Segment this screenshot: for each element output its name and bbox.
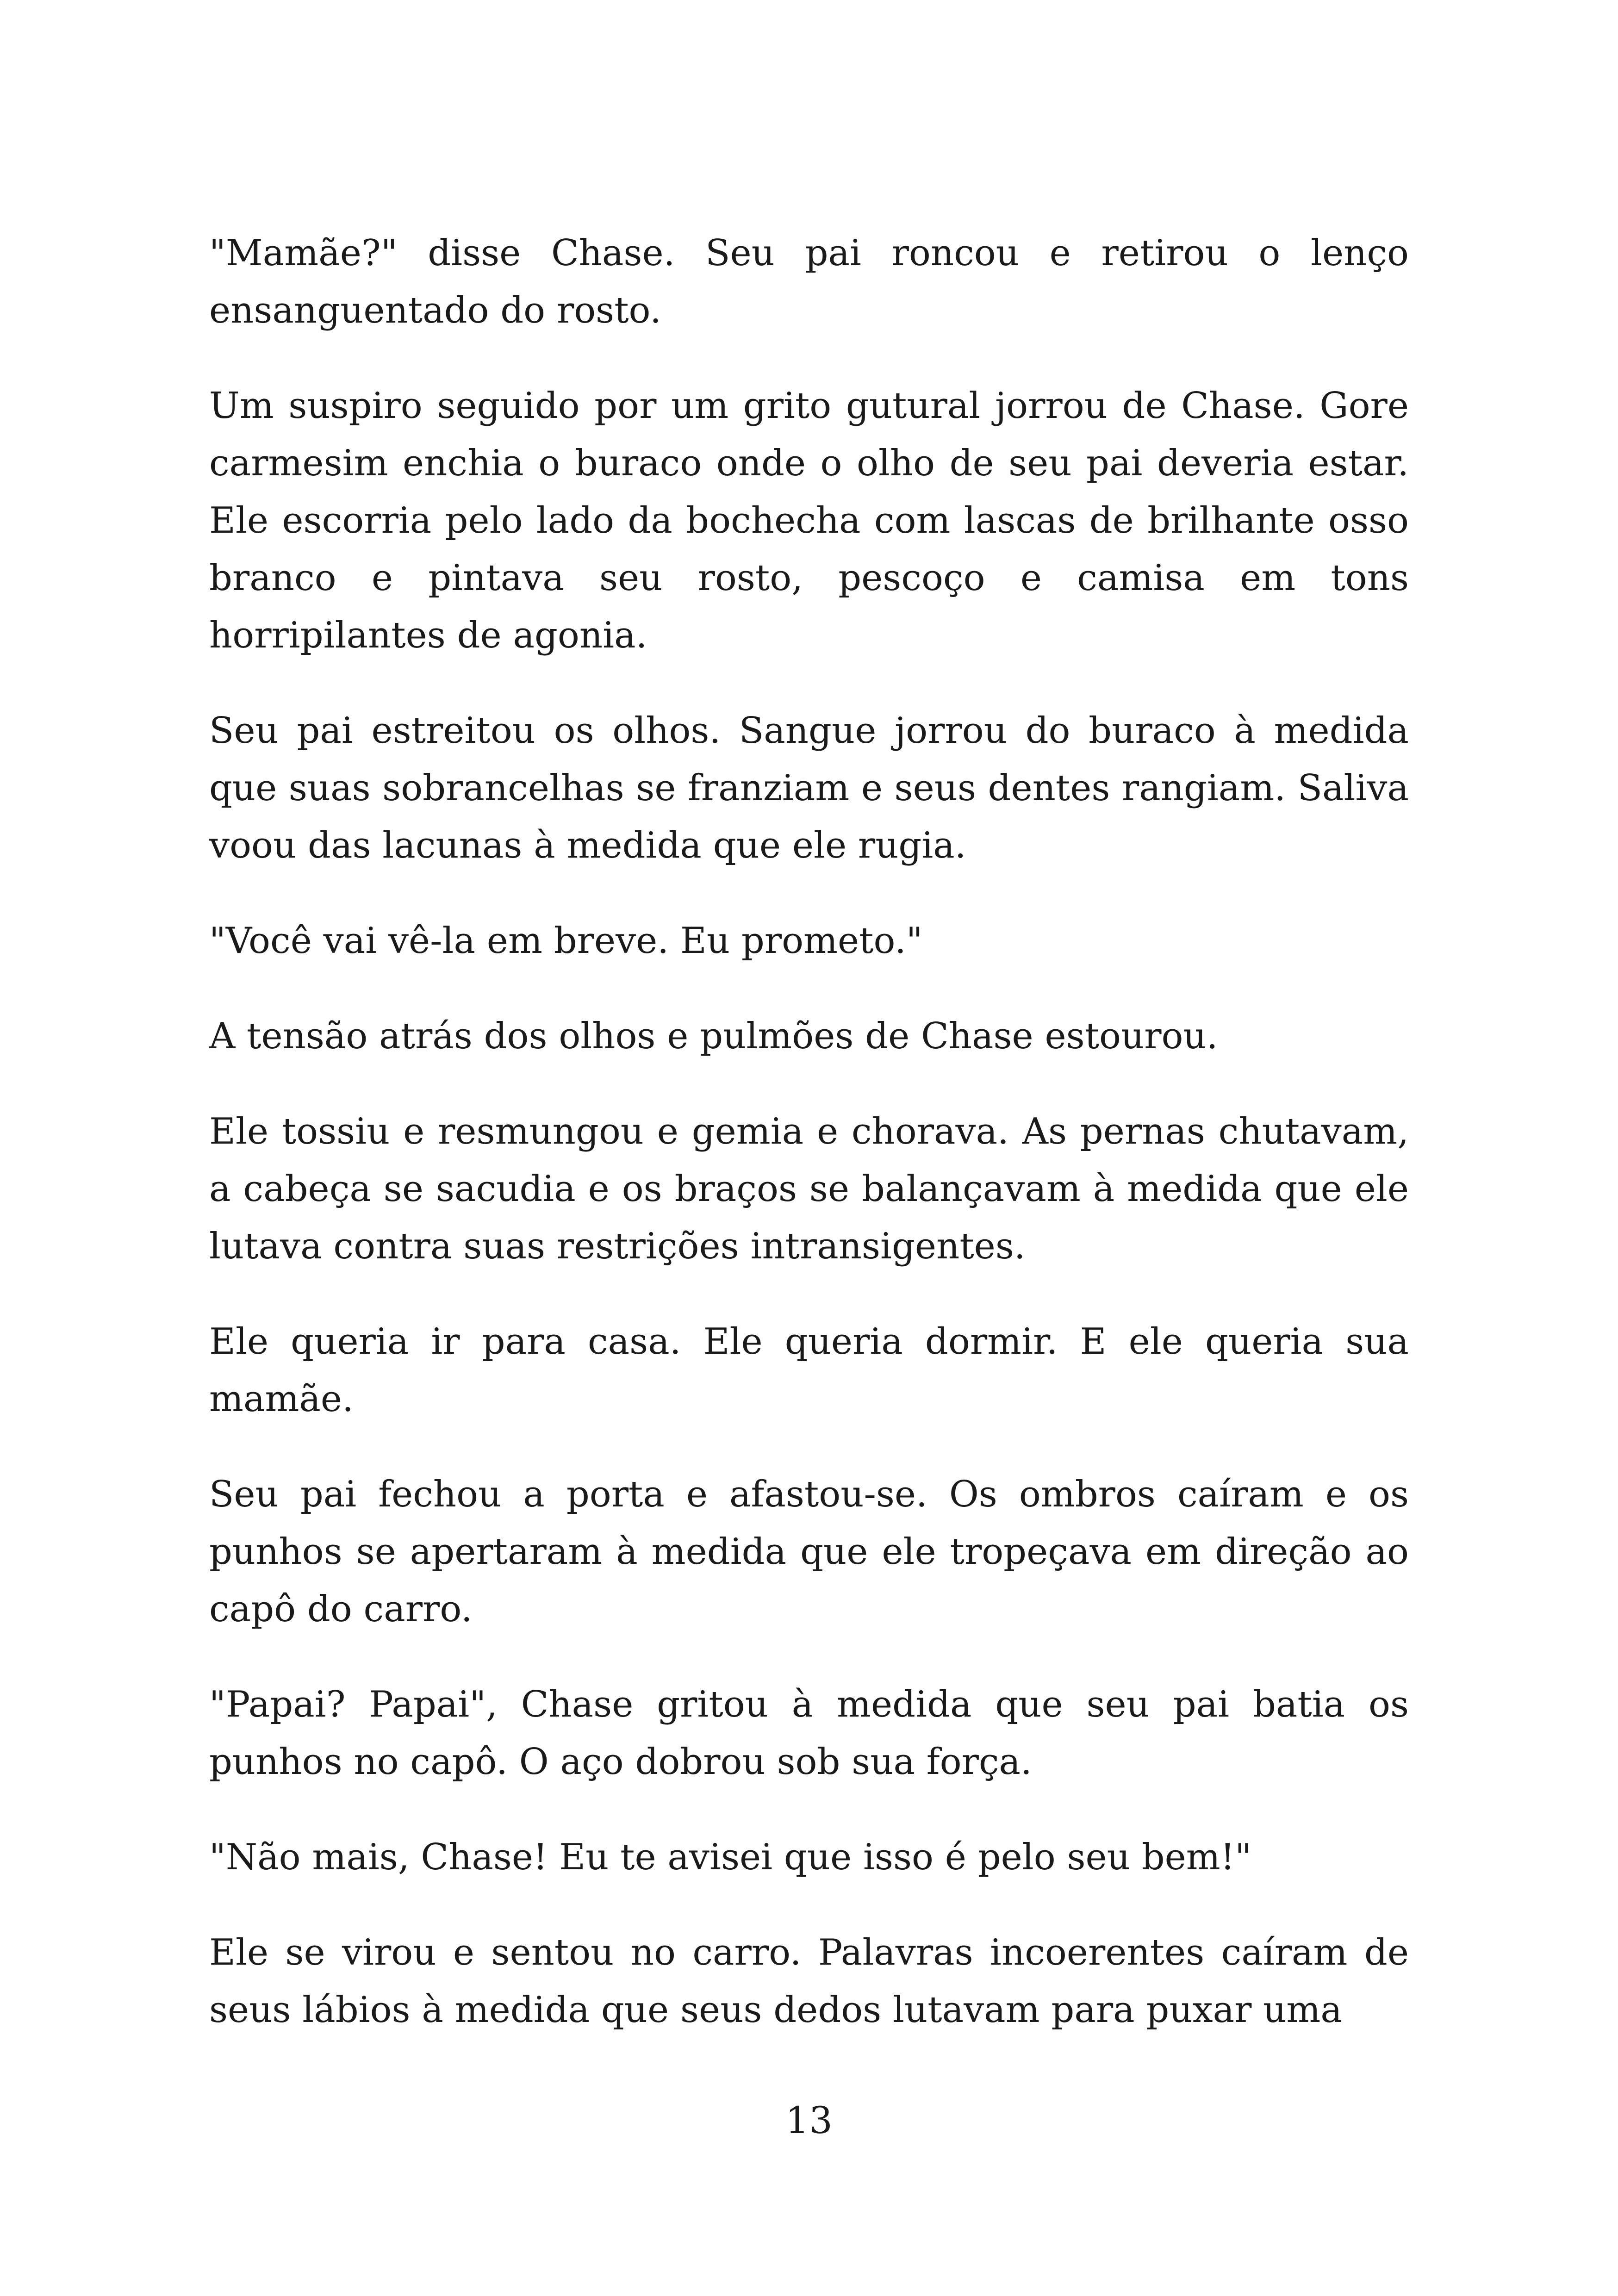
paragraph-8: Seu pai fechou a porta e afastou-se. Os ombros caíram e os punhos se apertaram à medida que ele tropeçava em direção ao capô do carro.: [209, 1474, 1409, 1630]
paragraph-7: Ele queria ir para casa. Ele queria dormir. E ele queria sua mamãe.: [209, 1321, 1409, 1420]
body-text: [209, 224, 1409, 2077]
paragraph-4: "Você vai vê-la em breve. Eu prometo.": [209, 920, 923, 962]
paragraph-2: Um suspiro seguido por um grito gutural jorrou de Chase. Gore carmesim enchia o buraco onde o olho de seu pai deveria estar. Ele escorria pelo lado da bochecha com lascas de brilhante osso branco e pintava seu rosto, pescoço e camisa em tons horripilantes de agonia.: [209, 385, 1409, 656]
paragraph-3: Seu pai estreitou os olhos. Sangue jorrou do buraco à medida que suas sobrancelhas se franziam e seus dentes rangiam. Saliva voou das lacunas à medida que ele rugia.: [209, 710, 1409, 866]
paragraph-5: A tensão atrás dos olhos e pulmões de Chase estourou.: [209, 1015, 1218, 1057]
paragraph-9: "Papai? Papai", Chase gritou à medida que seu pai batia os punhos no capô. O aço dobrou sob sua força.: [209, 1684, 1409, 1783]
paragraph-11: Ele se virou e sentou no carro. Palavras incoerentes caíram de seus lábios à medida que seus dedos lutavam para puxar uma: [209, 1932, 1409, 2031]
page-number: 13: [785, 2099, 833, 2142]
paragraph-1: "Mamãe?" disse Chase. Seu pai roncou e retirou o lenço ensanguentado do rosto.: [209, 232, 1409, 331]
paragraph-10: "Não mais, Chase! Eu te avisei que isso é pelo seu bem!": [209, 1836, 1251, 1878]
paragraph-6: Ele tossiu e resmungou e gemia e chorava. As pernas chutavam, a cabeça se sacudia e os braços se balançavam à medida que ele lutava contra suas restrições intransigentes.: [209, 1111, 1409, 1267]
